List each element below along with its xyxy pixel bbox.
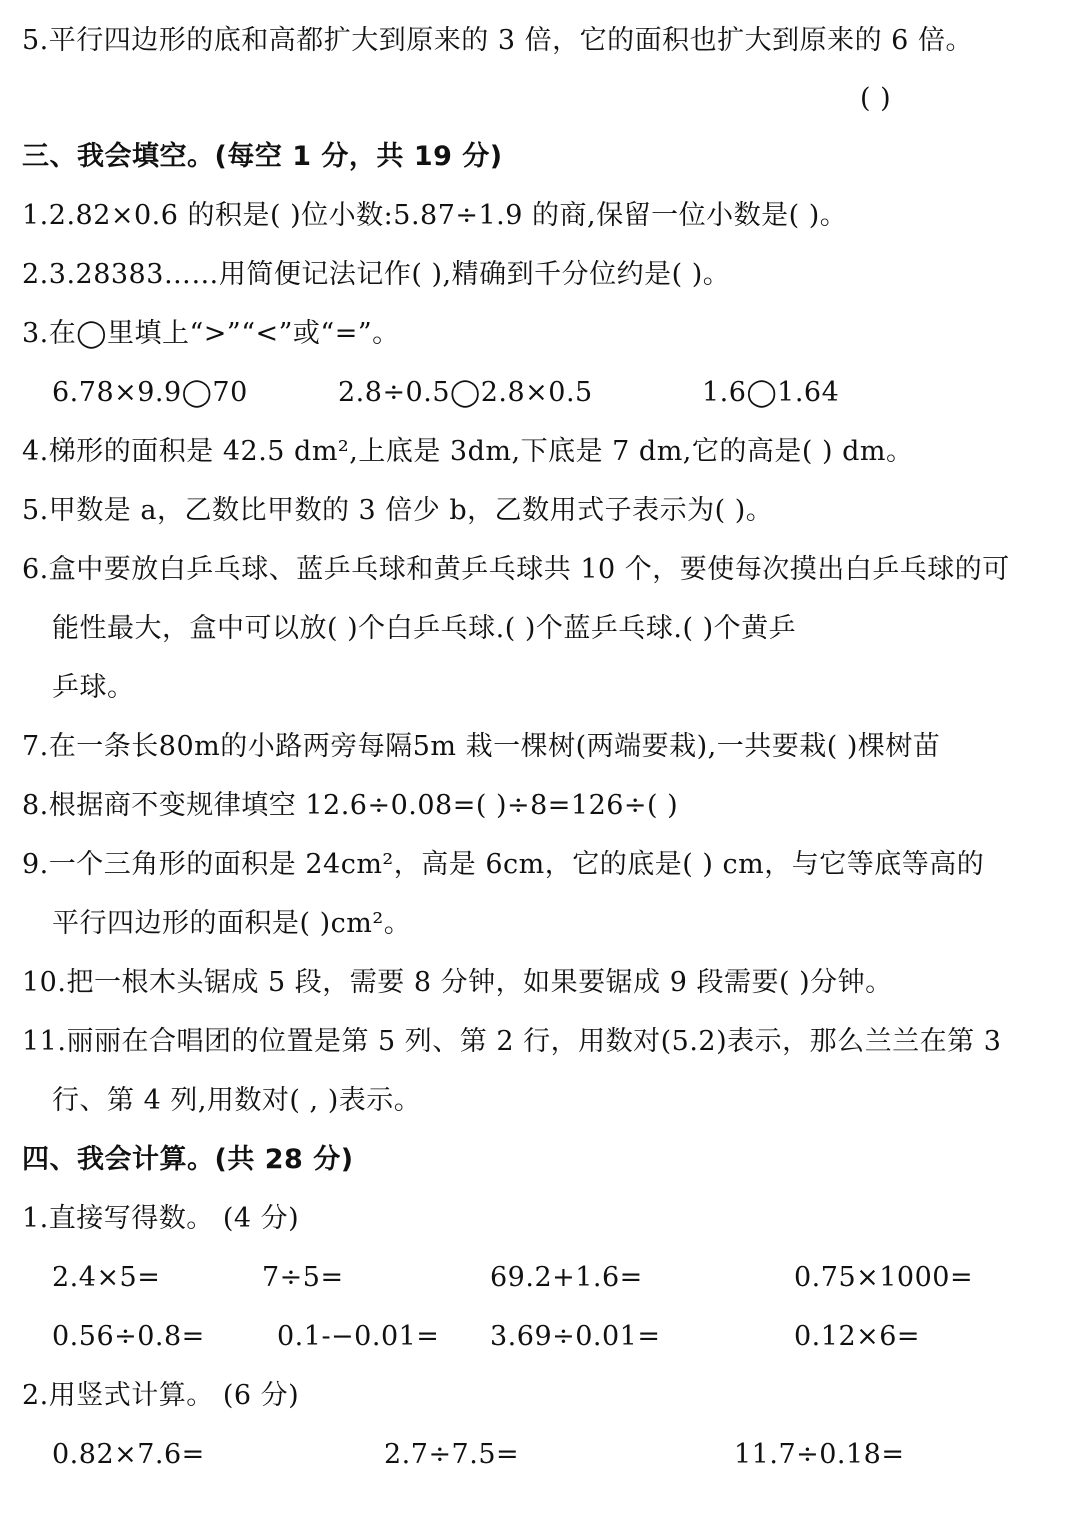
fill-q9-line2: 平行四边形的面积是( )cm²。 — [52, 908, 412, 939]
calc-item[interactable]: 69.2+1.6= — [490, 1262, 643, 1293]
judge-q5-answer-row — [22, 82, 1080, 116]
compare-row — [22, 376, 1080, 410]
fill-q9-line1: 9.一个三角形的面积是 24cm²，高是 6cm，它的底是( ) cm，与它等底等高的 — [22, 849, 985, 880]
calc-q2: 2.用竖式计算。 (6 分) — [22, 1380, 300, 1411]
judge-q5-blank[interactable]: ( ) — [860, 83, 892, 114]
fill-q11-line1: 11.丽丽在合唱团的位置是第 5 列、第 2 行，用数对(5.2)表示，那么兰兰在第 3 — [22, 1026, 1002, 1057]
calc-row-1 — [22, 1261, 1080, 1295]
fill-q6-line3: 乒球。 — [52, 672, 135, 703]
fill-q6-line1: 6.盒中要放白乒乓球、蓝乒乓球和黄乒乓球共 10 个，要使每次摸出白乒乓球的可 — [22, 554, 1010, 585]
calc-item[interactable]: 0.82×7.6= — [52, 1439, 205, 1470]
fill-q7: 7.在一条长80m的小路两旁每隔5m 栽一棵树(两端要栽),一共要栽( )棵树苗 — [22, 731, 941, 762]
calc-item[interactable]: 7÷5= — [262, 1262, 344, 1293]
fill-q6-line2: 能性最大，盒中可以放( )个白乒乓球.( )个蓝乒乓球.( )个黄乒 — [52, 613, 797, 644]
calc-item[interactable]: 11.7÷0.18= — [734, 1439, 905, 1470]
fill-q8: 8.根据商不变规律填空 12.6÷0.08=( )÷8=126÷( ) — [22, 790, 679, 821]
calc-item[interactable]: 3.69÷0.01= — [490, 1321, 661, 1352]
compare-item-1[interactable]: 6.78×9.9◯70 — [52, 377, 248, 408]
calc-item[interactable]: 0.75×1000= — [794, 1262, 974, 1293]
fill-q5: 5.甲数是 a，乙数比甲数的 3 倍少 b，乙数用式子表示为( )。 — [22, 495, 774, 526]
calc-item[interactable]: 0.1-−0.01= — [277, 1321, 440, 1352]
fill-q1: 1.2.82×0.6 的积是( )位小数:5.87÷1.9 的商,保留一位小数是( )。 — [22, 200, 848, 231]
fill-q2: 2.3.28383……用简便记法记作( ),精确到千分位约是( )。 — [22, 259, 731, 290]
fill-q4: 4.梯形的面积是 42.5 dm²,上底是 3dm,下底是 7 dm,它的高是( ) dm。 — [22, 436, 914, 467]
calc-row-2 — [22, 1320, 1080, 1354]
fill-q11-line2: 行、第 4 列,用数对( , )表示。 — [52, 1085, 422, 1116]
calc-item[interactable]: 2.4×5= — [52, 1262, 161, 1293]
calc-item[interactable]: 0.12×6= — [794, 1321, 921, 1352]
section3-title: 三、我会填空。(每空 1 分，共 19 分) — [22, 141, 503, 172]
compare-item-3[interactable]: 1.6◯1.64 — [702, 377, 840, 408]
judge-q5: 5.平行四边形的底和高都扩大到原来的 3 倍，它的面积也扩大到原来的 6 倍。 — [22, 25, 973, 56]
calc-item[interactable]: 0.56÷0.8= — [52, 1321, 205, 1352]
calc-q1: 1.直接写得数。 (4 分) — [22, 1203, 300, 1234]
section4-title: 四、我会计算。(共 28 分) — [22, 1144, 354, 1175]
compare-item-2[interactable]: 2.8÷0.5◯2.8×0.5 — [338, 377, 593, 408]
calc-row-3 — [22, 1438, 1080, 1472]
fill-q3: 3.在◯里填上“>”“<”或“=”。 — [22, 318, 400, 349]
fill-q10: 10.把一根木头锯成 5 段，需要 8 分钟，如果要锯成 9 段需要( )分钟。 — [22, 967, 893, 998]
calc-item[interactable]: 2.7÷7.5= — [384, 1439, 520, 1470]
